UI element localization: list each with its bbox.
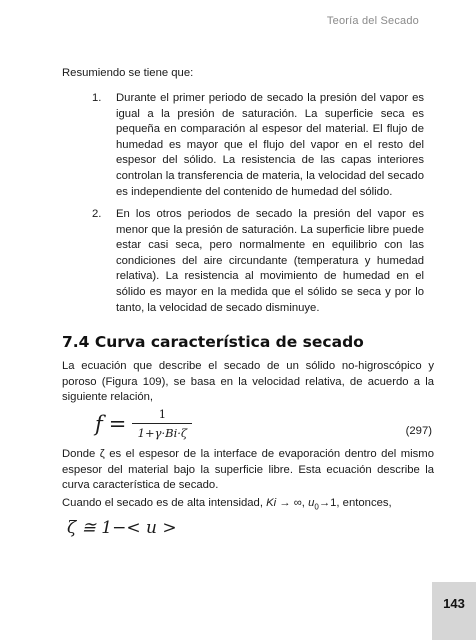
section-heading: 7.4 Curva característica de secado (62, 333, 364, 351)
running-title: Teoría del Secado (326, 15, 419, 27)
paragraph: La ecuación que describe el secado de un sólido no-higroscópico y poroso (Figura 109), se basa en la velocidad relativa, de acuerdo a la siguiente relación, (62, 360, 434, 404)
list-item-text: En los otros periodos de secado la presión del vapor es menor que la presión de saturación. La superficie libre puede estar casi seca, pero normalmente en equilibrio con las condiciones del aire circundante (temperatura y humedad relativa). La resistencia al movimiento de humedad en el sólido es mayor en la medida que el sólido se seca y por lo tanto, la velocidad de secado disminuye. (116, 208, 424, 314)
equation-297 (95, 407, 192, 440)
equation-lhs: f (95, 411, 103, 436)
list-item-number: 1. (92, 92, 102, 104)
paragraph (62, 496, 434, 515)
ki-symbol: Ki (266, 497, 277, 509)
equation-fraction (132, 407, 192, 440)
paragraph-text: Cuando el secado es de alta intensidad, (62, 497, 267, 509)
fraction-denominator: 1+γ·Bi·ζ (137, 426, 188, 440)
equation-approx: ζ ≅ 1−< u > (67, 518, 177, 538)
equation-equals: = (108, 411, 127, 436)
list-item (62, 91, 434, 200)
fraction-numerator: 1 (158, 407, 167, 421)
arrow-one: →1, entonces, (318, 497, 392, 509)
u-symbol: u (308, 497, 315, 509)
intro-text: Resumiendo se tiene que: (62, 67, 194, 79)
u-subscript: 0 (314, 502, 319, 512)
page-number: 143 (443, 596, 465, 611)
list-item-text: Durante el primer periodo de secado la presión del vapor es igual a la presión de saturación. La superficie seca es pequeña en comparación al espesor del material. El flujo de humedad es mayor que el flujo del vapor en el resto del espesor del sólido. La resistencia de las capas interiores controlan la transferencia de materia, la velocidad del secado es independiente del contenido de humedad del sólido. (116, 92, 424, 198)
list-item-number: 2. (92, 208, 102, 220)
page-number-tab (432, 582, 476, 640)
arrow-infinity: → ∞, (276, 497, 309, 509)
list-item (62, 207, 434, 316)
paragraph: Donde ζ es el espesor de la interface de evaporación dentro del mismo espesor del material bajo la superficie libre. Esta ecuación describe la curva característica de secado. (62, 448, 434, 492)
equation-number: (297) (405, 425, 432, 437)
